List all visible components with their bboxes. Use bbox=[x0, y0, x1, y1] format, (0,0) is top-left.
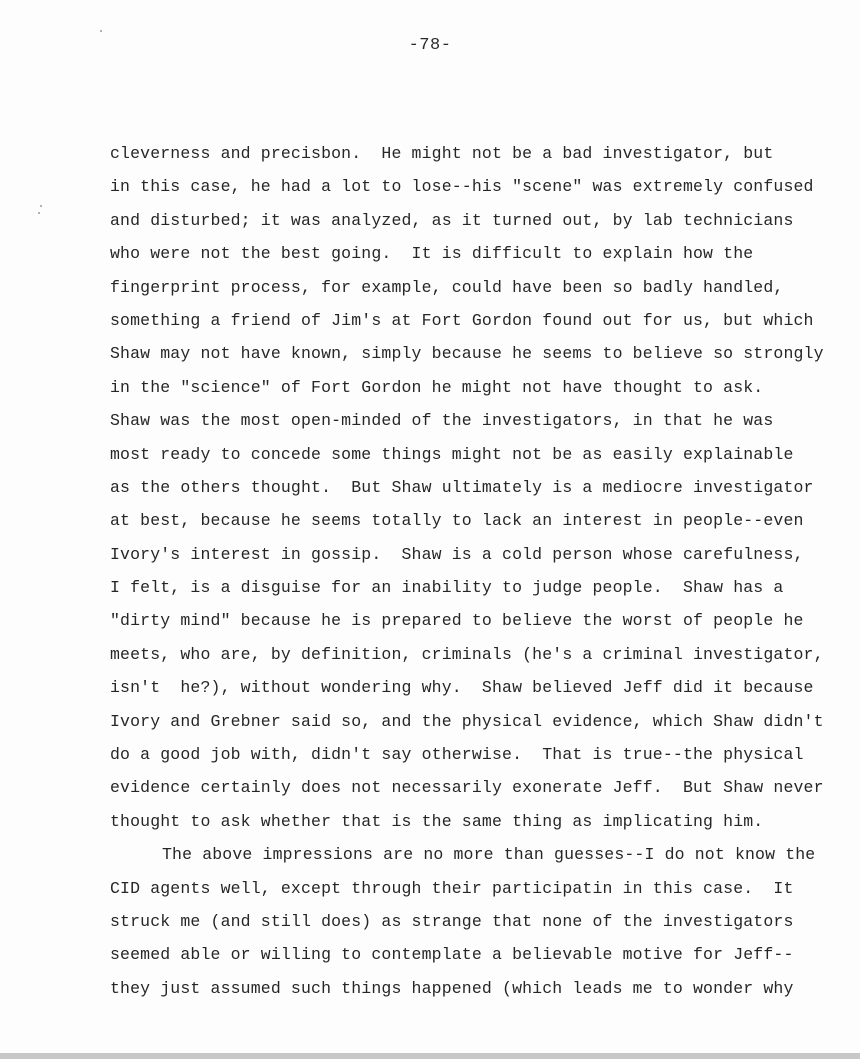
text-line: meets, who are, by definition, criminals (he's a criminal investigator, bbox=[110, 644, 824, 664]
text-line: Shaw may not have known, simply because he seems to believe so strongly bbox=[110, 344, 824, 364]
text-line: thought to ask whether that is the same thing as implicating him. bbox=[110, 811, 764, 831]
text-line: and disturbed; it was analyzed, as it turned out, by lab technicians bbox=[110, 210, 794, 230]
text-line: in the "science" of Fort Gordon he might not have thought to ask. bbox=[110, 377, 764, 397]
text-line: most ready to concede some things might not be as easily explainable bbox=[110, 444, 794, 464]
text-line: at best, because he seems totally to lack an interest in people--even bbox=[110, 511, 804, 531]
text-line: Shaw was the most open-minded of the investigators, in that he was bbox=[110, 411, 774, 431]
paragraph bbox=[110, 838, 850, 1005]
text-line: struck me (and still does) as strange that none of the investigators bbox=[110, 911, 794, 931]
text-line: something a friend of Jim's at Fort Gordon found out for us, but which bbox=[110, 310, 814, 330]
text-line: cleverness and precisbon. He might not be a bad investigator, but bbox=[110, 144, 774, 163]
text-line: Ivory and Grebner said so, and the physical evidence, which Shaw didn't bbox=[110, 711, 824, 731]
paragraph bbox=[110, 137, 850, 838]
scan-speck bbox=[38, 212, 40, 214]
text-line: CID agents well, except through their participatin in this case. It bbox=[110, 878, 794, 898]
text-line: in this case, he had a lot to lose--his "scene" was extremely confused bbox=[110, 177, 814, 197]
text-line: evidence certainly does not necessarily exonerate Jeff. But Shaw never bbox=[110, 778, 824, 798]
text-line: seemed able or willing to contemplate a believable motive for Jeff-- bbox=[110, 945, 794, 965]
text-line: "dirty mind" because he is prepared to believe the worst of people he bbox=[110, 611, 804, 631]
text-line: they just assumed such things happened (which leads me to wonder why bbox=[110, 978, 794, 998]
scan-speck bbox=[40, 205, 42, 207]
text-line: The above impressions are no more than guesses--I do not know the bbox=[162, 845, 816, 865]
text-line: Ivory's interest in gossip. Shaw is a cold person whose carefulness, bbox=[110, 544, 804, 564]
text-line: isn't he?), without wondering why. Shaw believed Jeff did it because bbox=[110, 678, 814, 698]
body-text bbox=[110, 137, 850, 1005]
scan-edge bbox=[0, 1053, 860, 1059]
text-line: do a good job with, didn't say otherwise. That is true--the physical bbox=[110, 745, 804, 765]
text-line: who were not the best going. It is difficult to explain how the bbox=[110, 244, 754, 264]
text-line: as the others thought. But Shaw ultimately is a mediocre investigator bbox=[110, 477, 814, 497]
page-number: -78- bbox=[408, 36, 452, 55]
text-line: fingerprint process, for example, could have been so badly handled, bbox=[110, 277, 784, 297]
text-line: I felt, is a disguise for an inability to judge people. Shaw has a bbox=[110, 578, 784, 598]
scan-speck bbox=[100, 30, 102, 32]
